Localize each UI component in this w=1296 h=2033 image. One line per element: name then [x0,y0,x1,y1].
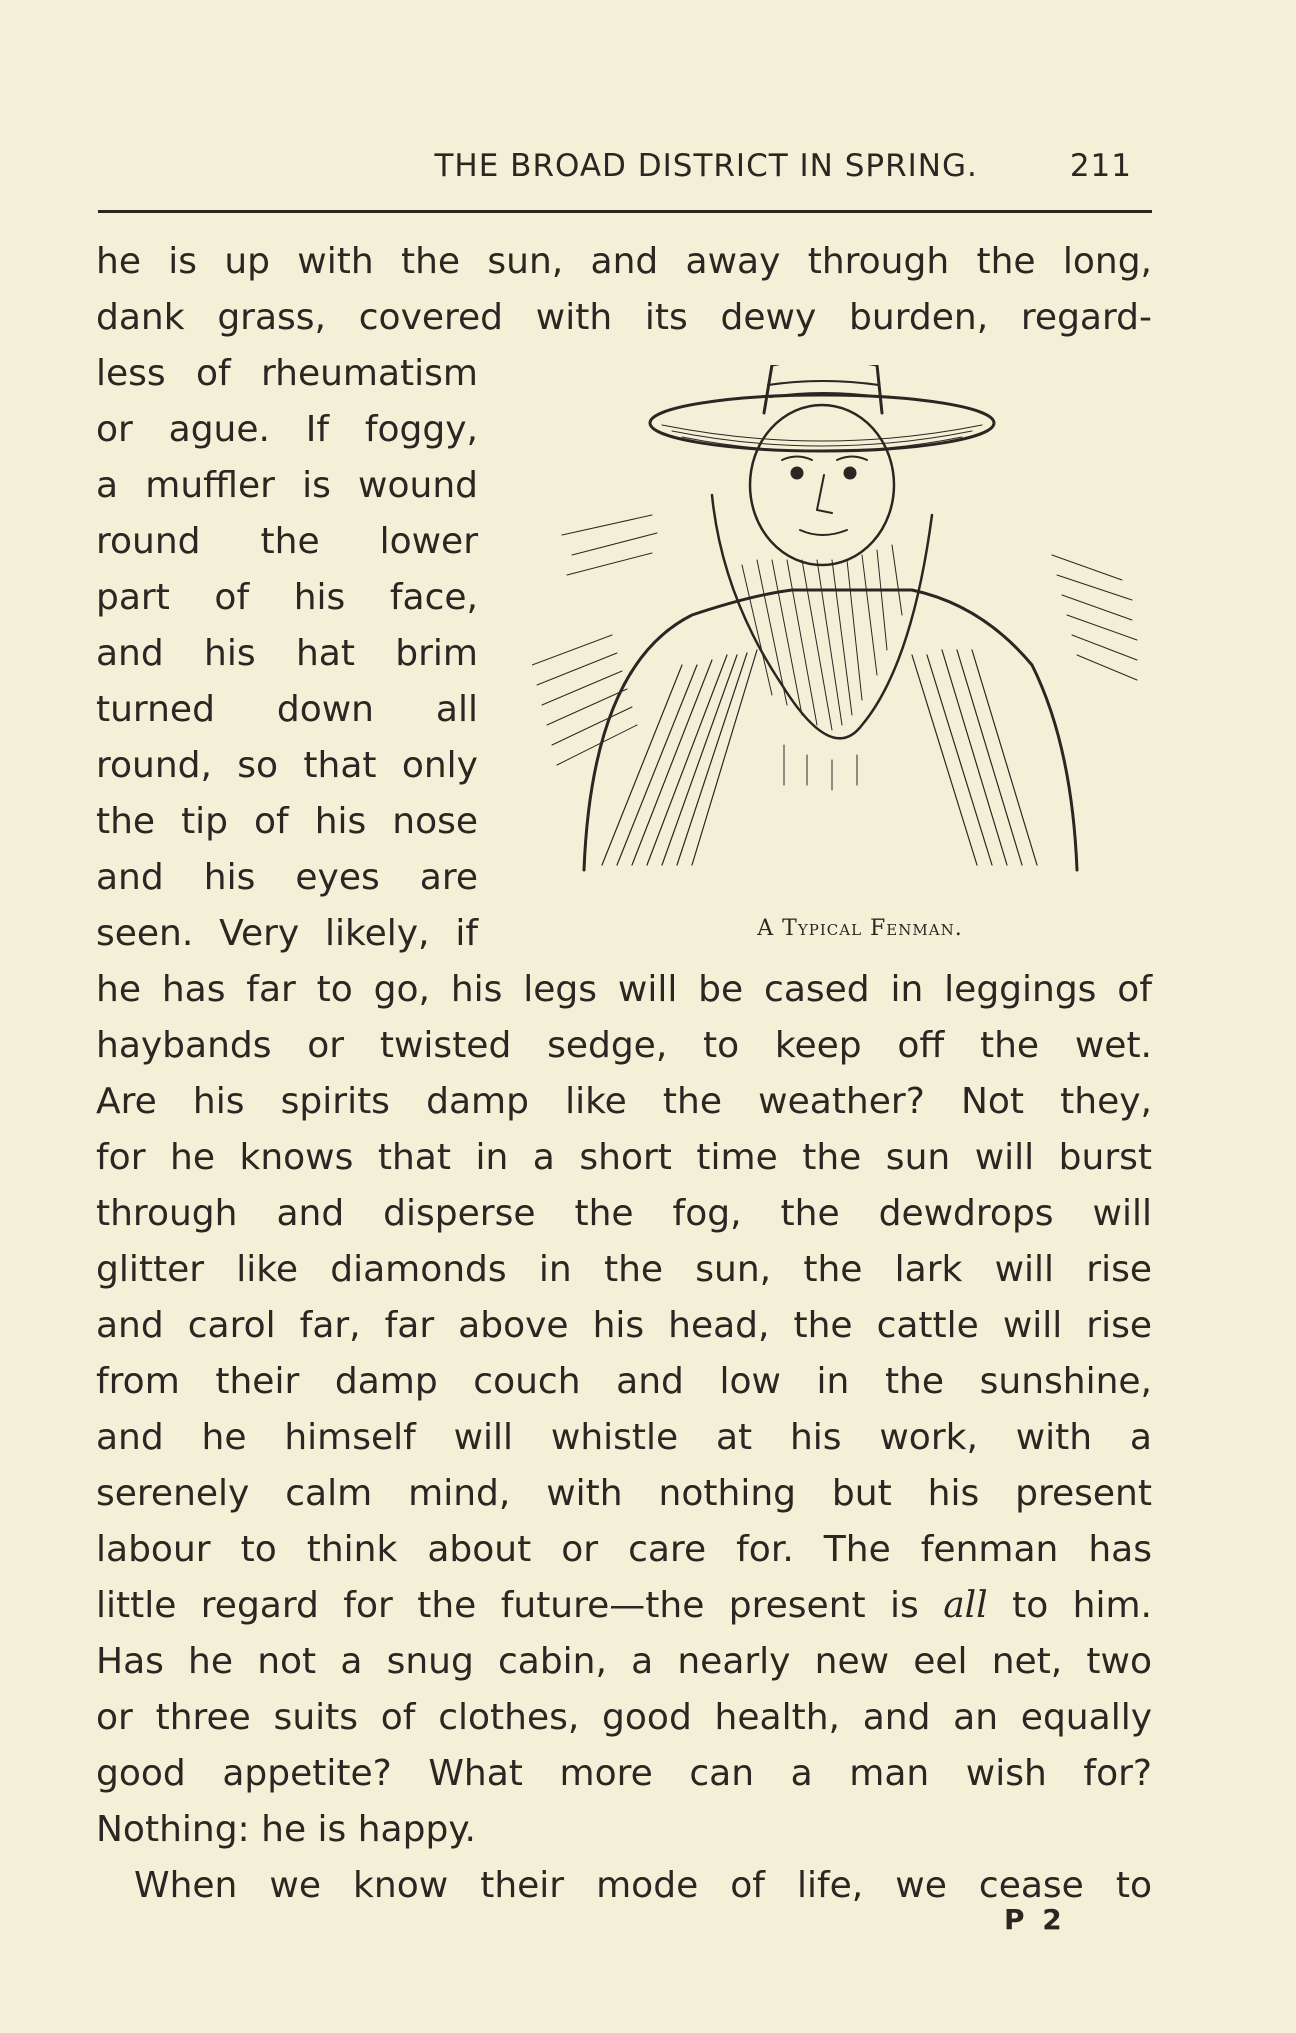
emphasis-word: all [943,1585,988,1626]
text-line: a muffler is wound [96,465,478,506]
text-line: round the lower [96,521,478,562]
text-line: the tip of his nose [96,801,478,842]
text-line: from their damp couch and low in the sunshine, [96,1361,1152,1402]
text-line: Has he not a snug cabin, a nearly new eel net, two [96,1641,1152,1682]
running-head-title: THE BROAD DISTRICT IN SPRING. [434,148,978,184]
text-line: for he knows that in a short time the sun will burst [96,1137,1152,1178]
text-line: less of rheumatism [96,353,478,394]
text-line: part of his face, [96,577,478,618]
text-line: and carol far, far above his head, the cattle will rise [96,1305,1152,1346]
text-line: or three suits of clothes, good health, and an equally [96,1697,1152,1738]
text-line: labour to think about or care for. The fenman has [96,1529,1152,1570]
text-line [96,1578,1152,1634]
text-line: and he himself will whistle at his work, with a [96,1417,1152,1458]
text-line: seen. Very likely, if [96,913,478,954]
text-line: haybands or twisted sedge, to keep off the wet. [96,1025,1152,1066]
page-number: 211 [1069,148,1132,184]
text-segment: little regard for the future—the present is [96,1585,944,1626]
text-line: he is up with the sun, and away through the long, [96,241,1152,282]
text-line: and his hat brim [96,633,478,674]
text-line: and his eyes are [96,857,478,898]
text-line: he has far to go, his legs will be cased in leggings of [96,969,1152,1010]
text-line: Are his spirits damp like the weather? Not they, [96,1081,1152,1122]
text-line: good appetite? What more can a man wish for? [96,1753,1152,1794]
text-segment: to him. [987,1585,1152,1626]
header-rule [98,210,1152,213]
text-line: glitter like diamonds in the sun, the lark will rise [96,1249,1152,1290]
text-line: When we know their mode of life, we cease to [134,1865,1152,1906]
running-head [98,148,1132,184]
text-line: through and disperse the fog, the dewdrops will [96,1193,1152,1234]
text-line: Nothing: he is happy. [96,1809,476,1850]
text-line: dank grass, covered with its dewy burden, regard- [96,297,1152,338]
text-line: serenely calm mind, with nothing but his present [96,1473,1152,1514]
signature-mark: P 2 [1004,1903,1066,1936]
text-line: turned down all [96,689,478,730]
figure-caption: A Typical Fenman. [757,916,963,941]
fenman-engraving [532,365,1138,900]
text-line: round, so that only [96,745,478,786]
text-line: or ague. If foggy, [96,409,478,450]
